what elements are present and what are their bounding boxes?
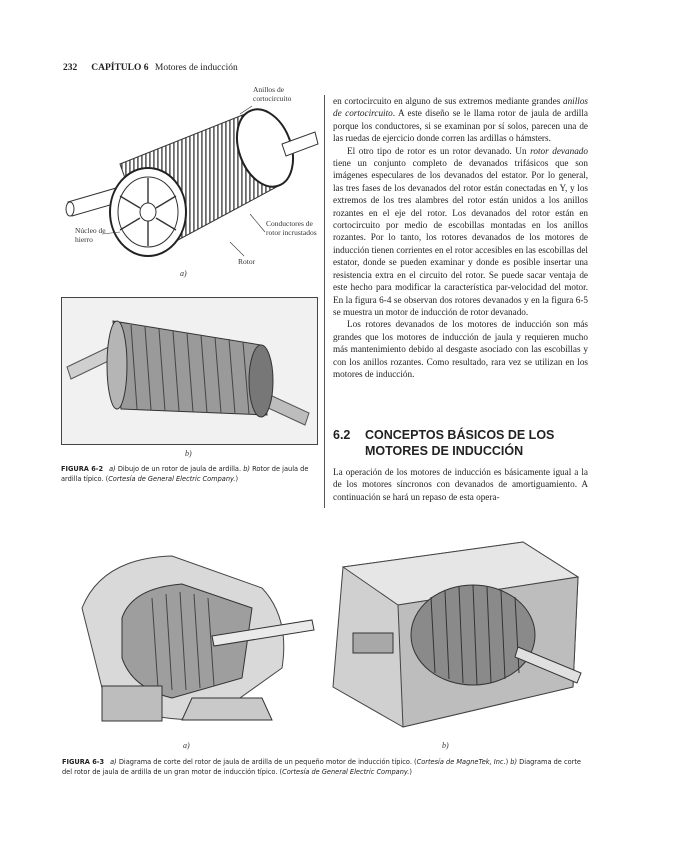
label-rotor: Rotor [238,257,256,266]
section-title: CONCEPTOS BÁSICOS DE LOS MOTORES DE INDUCCIÓN [365,428,555,458]
figure-6-3b-large-motor-cutaway [323,537,585,734]
caption-text: Diagrama de corte del rotor de jaula de ardilla de un gran motor de inducción típico. ( [62,758,581,776]
figure-6-3a-motor-cutaway [62,548,317,733]
caption-end: ) [235,475,239,483]
column-rule [324,95,325,508]
page-number: 232 [63,63,78,73]
label-anillos: Anillos de cortocircuito [253,85,292,103]
figure-6-2-label: FIGURA 6-2 [61,465,104,473]
figure-6-3-label: FIGURA 6-3 [62,758,105,766]
caption-b-marker: b) [510,758,518,766]
caption-mid: ) [505,758,511,766]
figure-6-2-caption [61,464,319,484]
paragraph: El otro tipo de rotor es un rotor devanado. Un rotor devanado tiene un conjunto completo de devanados trifásicos que son imágenes especulares de los devanados del estator. Por lo general, las tres fases de los devanados del rotor están conectadas en Y, y los extremos de los tres alambres del rotor están unidos a los anillos rozantes en el eje del rotor. Los devanados del rotor están en cortocircuito por medio de escobillas montadas en los anillos rozantes. Por lo tanto, los rotores devanados de los motores de inducción tienen corrientes en el rotor accesibles en las escobillas del estator, donde se pueden examinar y donde es posible insertar una resistencia extra en el circuito del rotor. Se puede sacar ventaja de este hecho para modificar la característica par-velocidad del motor. En la figura 6-4 se observan dos rotores devanados y en la figura 6-5 se muestra un motor de inducción de rotor devanado. [333,145,588,317]
caption-b-marker: b) [243,465,250,473]
section-number: 6.2 [333,428,351,442]
figure-6-2-sub-a: a) [180,269,187,278]
label-nucleo: Núcleo de hierro [75,226,106,244]
paragraph: en cortocircuito en alguno de sus extremos mediante grandes anillos de cortocircuito. A este diseño se le llama rotor de jaula de ardilla porque los conductores, si se examinan por sí solos, parecen una de las ruedas de ejercicio donde corren las ardillas o hámsters. [333,96,588,144]
caption-a-marker: a) [110,758,117,766]
caption-a-marker: a) [109,465,116,473]
running-head [63,63,238,73]
label-conductores: Conductores de rotor incrustados [266,219,317,237]
caption-text: Dibujo de un rotor de jaula de ardilla. [117,465,242,473]
chapter-title: Motores de inducción [154,63,238,73]
caption-text: Rotor de jaula de ardilla típico. ( [61,465,309,483]
caption-text: Diagrama de corte del rotor de jaula de ardilla de un pequeño motor de inducción típico. ( [118,758,417,766]
paragraph: Los rotores devanados de los motores de inducción son más grandes que los motores de inducción de jaula y requieren mucho más mantenimiento debido al desgaste asociado con las escobillas y con los anillos rozantes. Como resultado, rara vez se utilizan en los motores de inducción. [333,319,588,379]
body-column [333,95,588,380]
section-paragraph: La operación de los motores de inducción es básicamente igual a la de los motores síncronos con devanados de amortiguamiento. A continuación se hará un repaso de esta opera- [333,467,588,502]
figure-6-3-caption [62,757,582,777]
figure-6-3-sub-a: a) [183,741,190,750]
figure-6-3-sub-b: b) [442,741,449,750]
chapter-label: CAPÍTULO 6 [91,63,149,73]
figure-6-2-sub-b: b) [185,449,192,458]
figure-6-2b-rotor-photo [61,297,318,445]
figure-6-2a-rotor-drawing [60,84,320,284]
caption-courtesy: Cortesía de MagneTek, Inc. [416,758,506,766]
caption-courtesy: Cortesía de General Electric Company. [108,475,236,483]
caption-courtesy: Cortesía de General Electric Company. [282,768,410,776]
caption-end: ) [409,768,412,776]
